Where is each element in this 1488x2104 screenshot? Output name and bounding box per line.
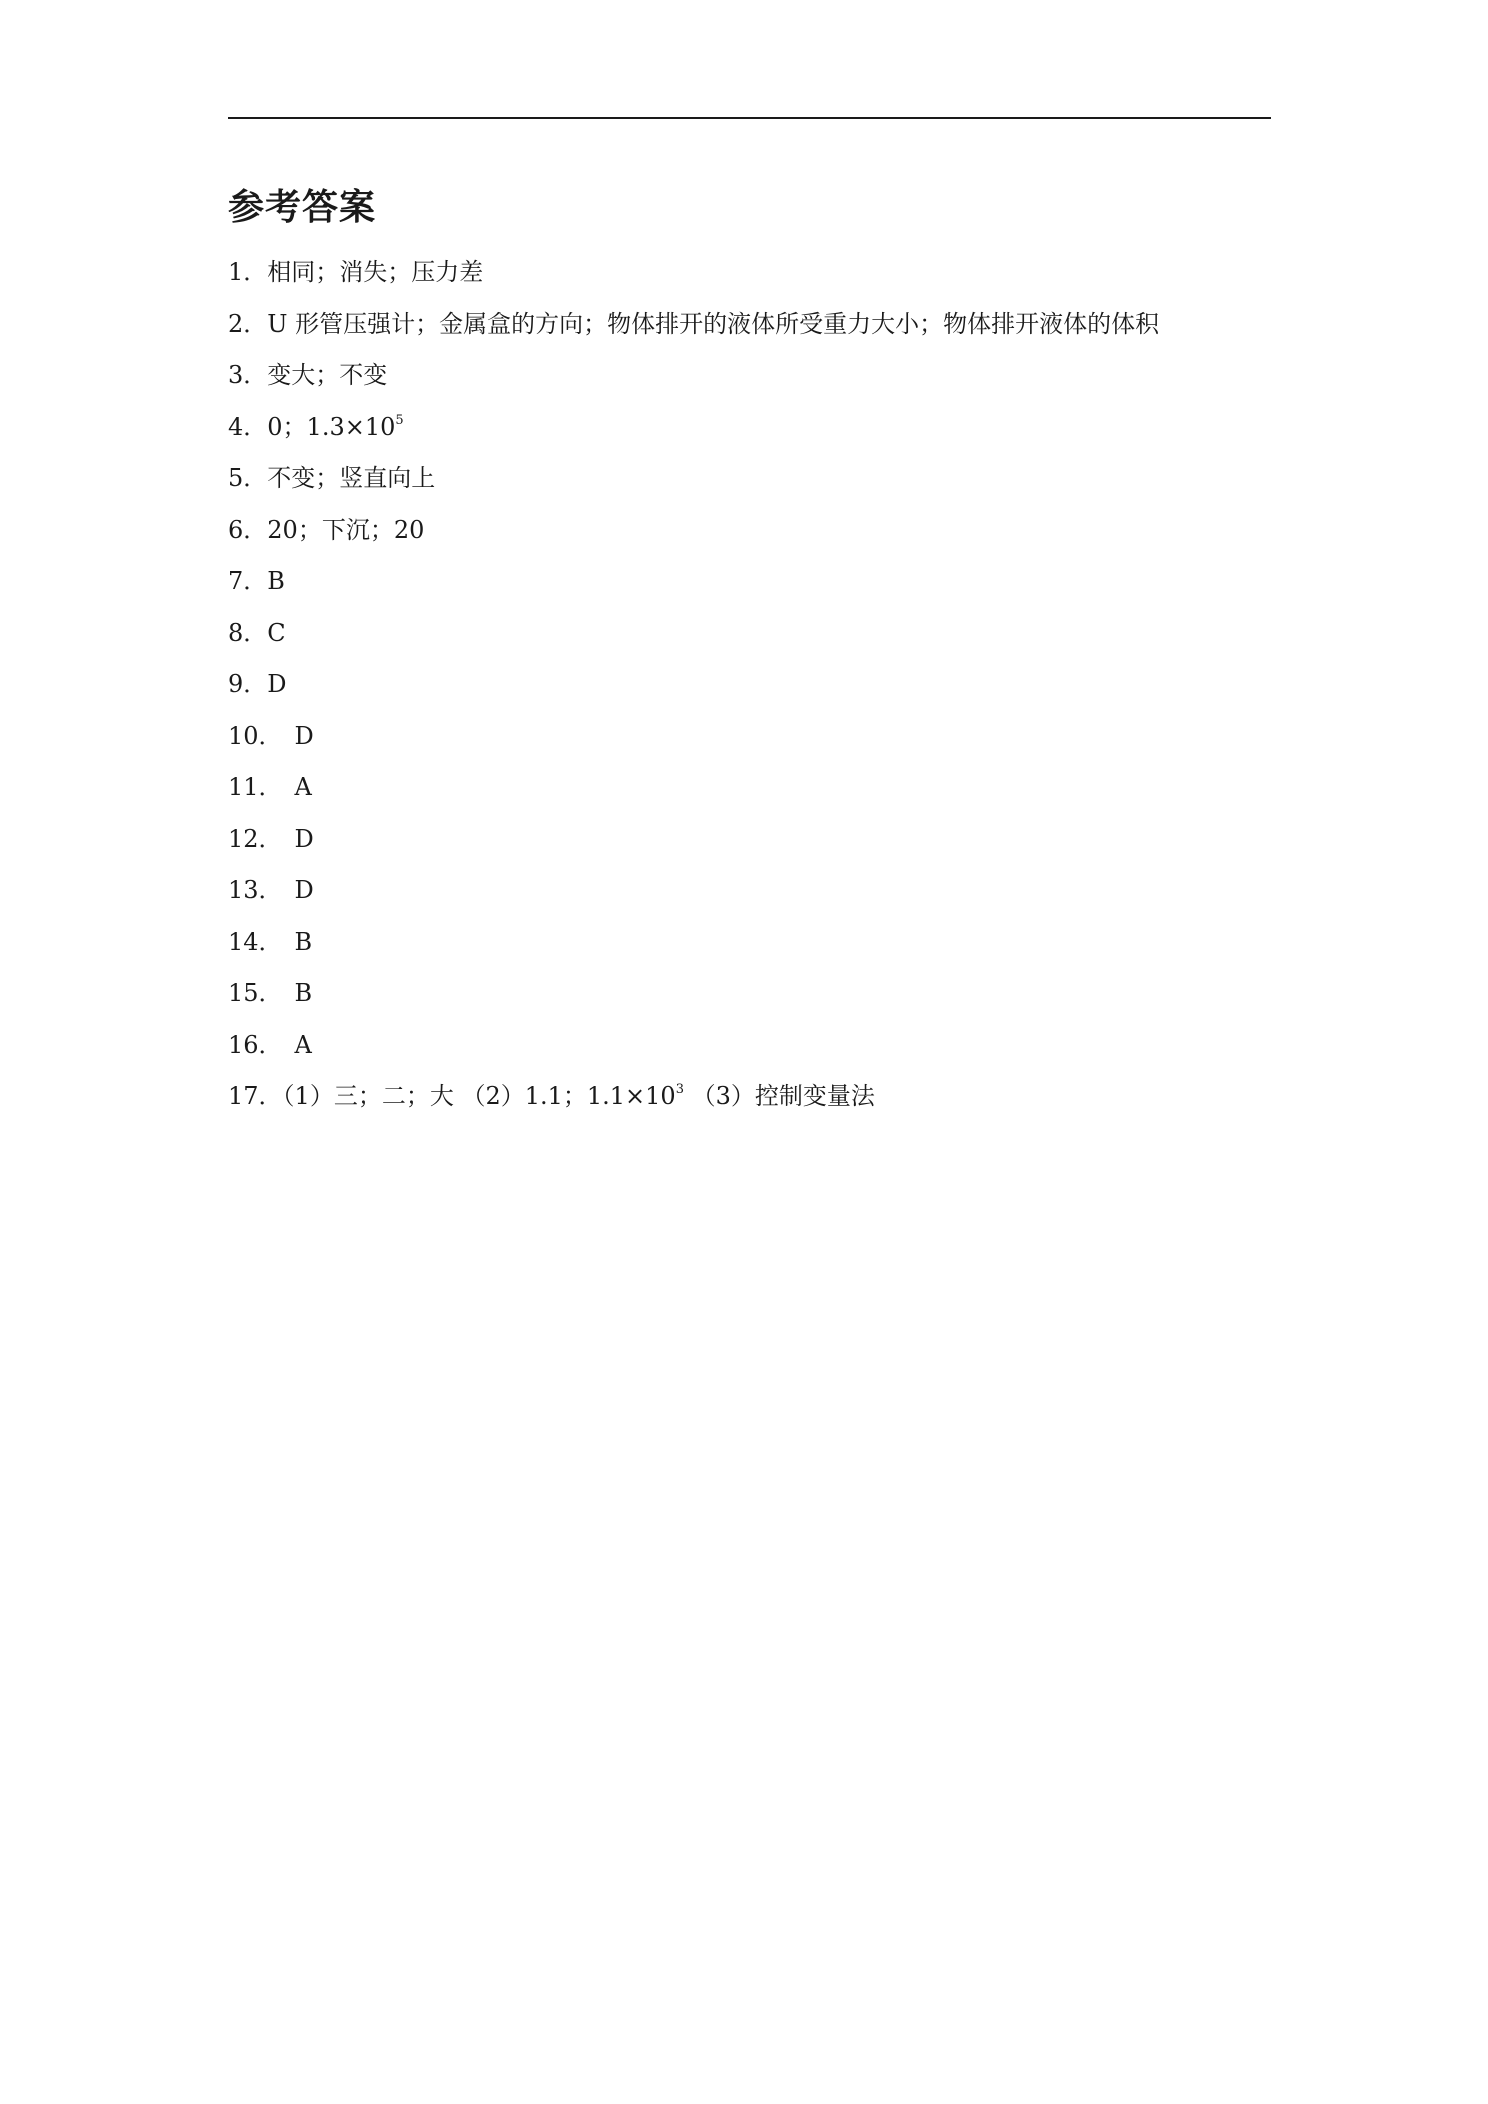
answer-item: 6．20；下沉；20 — [228, 510, 1159, 562]
answer-text: A — [294, 1030, 312, 1059]
answer-text: 相同；消失；压力差 — [267, 258, 484, 286]
answer-number: 12 — [228, 824, 259, 853]
answer-number: 9 — [228, 670, 244, 698]
answer-text: D — [294, 876, 314, 904]
answer-number: 10 — [228, 721, 259, 750]
answer-item: 8．C — [228, 613, 1159, 665]
answer-number: 5 — [228, 464, 244, 492]
answer-text: 变大；不变 — [267, 361, 388, 389]
answer-number: 3 — [228, 361, 244, 389]
answer-exponent: 3 — [675, 1082, 684, 1097]
answer-text: 20；下沉；20 — [267, 515, 425, 544]
page-title: 参考答案 — [228, 187, 377, 228]
answer-text: （1）三；二；大 （2）1.1；1.1×10 — [282, 1082, 676, 1110]
answer-item: 11． A — [228, 767, 1159, 819]
answer-item: 2．U 形管压强计；金属盒的方向；物体排开的液体所受重力大小；物体排开液体的体积 — [228, 304, 1159, 356]
answer-number: 17 — [228, 1082, 259, 1110]
answer-item: 9．D — [228, 664, 1159, 716]
answer-text: A — [294, 773, 312, 801]
answer-number: 11 — [228, 773, 259, 801]
answer-item: 3．变大；不变 — [228, 355, 1159, 407]
header-rule — [228, 117, 1271, 119]
answer-text-tail: （3）控制变量法 — [683, 1082, 875, 1110]
answer-number: 7 — [228, 567, 244, 595]
answer-number: 4 — [228, 412, 244, 441]
answer-item: 4．0；$1.3\times 10^5$ — [228, 407, 1159, 459]
answer-text: C — [267, 618, 286, 647]
answer-item: 14． B — [228, 922, 1159, 974]
answer-item: 10． D — [228, 716, 1159, 768]
answer-list — [228, 252, 1159, 1128]
answer-number: 13 — [228, 876, 259, 904]
answer-item: 16． A — [228, 1025, 1159, 1077]
answer-item: 15． B — [228, 973, 1159, 1025]
answer-number: 2 — [228, 309, 244, 338]
answer-text: U 形管压强计；金属盒的方向；物体排开的液体所受重力大小；物体排开液体的体积 — [267, 309, 1160, 338]
answer-text: D — [294, 824, 314, 853]
answer-text: 0；1.3×10 — [267, 412, 396, 441]
answer-exponent: 5 — [395, 412, 404, 428]
answer-text: B — [294, 979, 313, 1007]
answer-item: 5．不变；竖直向上 — [228, 458, 1159, 510]
answer-item: 12． D — [228, 819, 1159, 871]
answer-number: 15 — [228, 979, 259, 1007]
answer-text: D — [294, 721, 314, 750]
answer-text: B — [267, 567, 285, 595]
answer-number: 1 — [228, 258, 244, 286]
answer-item: 17．（1）三；二；大 （2）1.1；$1.1\times 10^3$ （3）控制变量法 — [228, 1076, 1159, 1128]
answer-item: 13． D — [228, 870, 1159, 922]
answer-item: 7．B — [228, 561, 1159, 613]
answer-number: 6 — [228, 515, 244, 544]
answer-number: 8 — [228, 618, 244, 647]
answer-item: 1．相同；消失；压力差 — [228, 252, 1159, 304]
answer-number: 16 — [228, 1030, 259, 1059]
answer-text: D — [267, 670, 287, 698]
answer-text: 不变；竖直向上 — [267, 464, 436, 492]
answer-number: 14 — [228, 927, 259, 956]
answer-text: B — [294, 927, 313, 956]
